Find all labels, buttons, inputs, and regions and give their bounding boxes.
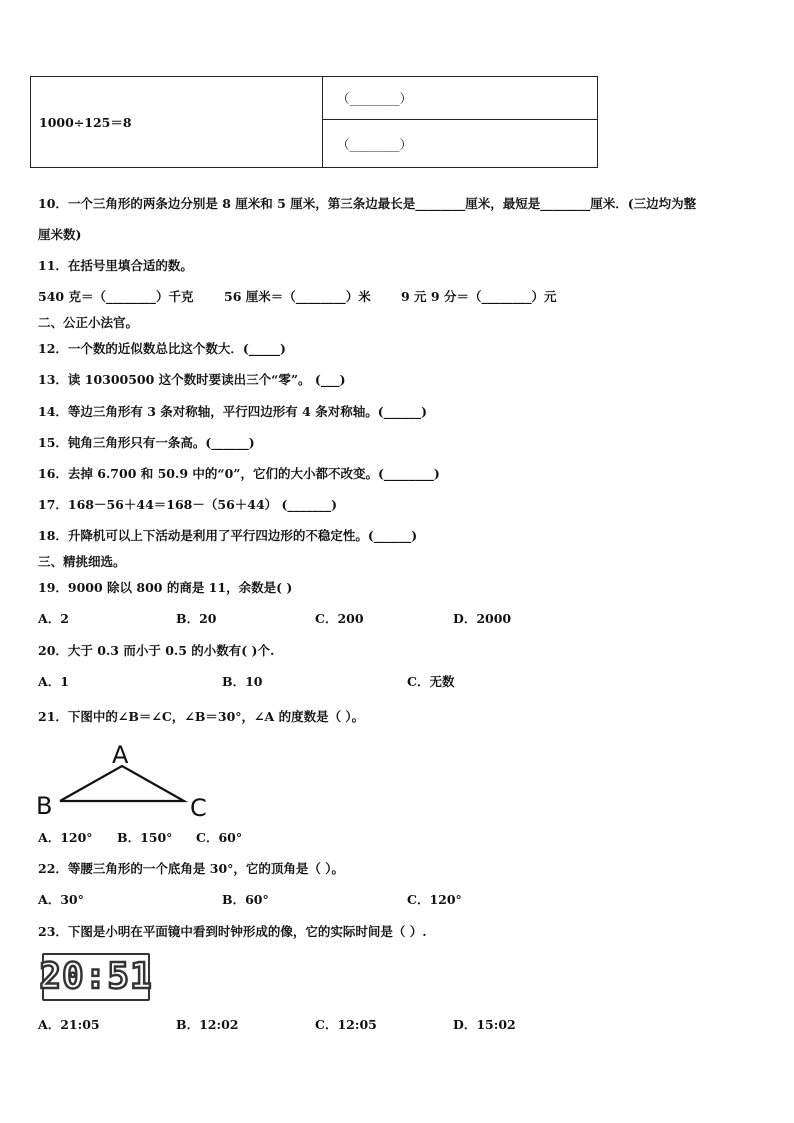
vertex-label-c: C [190,794,207,820]
q22-option-a[interactable]: A．30° [38,892,84,907]
section-2-heading: 二、公正小法官。 [38,315,139,330]
vertex-label-b: B [36,792,53,820]
question-14[interactable]: 14．等边三角形有 3 条对称轴，平行四边形有 4 条对称轴。(______) [38,404,428,419]
question-23: 23．下图是小明在平面镜中看到时钟形成的像，它的实际时间是（ ）. [38,924,427,939]
expression-cell [31,77,323,168]
section-3-heading: 三、精挑细选。 [38,554,126,569]
q21-option-b[interactable]: B．150° [117,830,173,845]
q22-option-c[interactable]: C．120° [407,892,462,907]
q23-option-c[interactable]: C．12:05 [315,1017,377,1032]
answer-cell-2[interactable] [323,120,598,168]
answer-cell-1[interactable] [323,77,598,120]
question-11-item-3[interactable]: 9 元 9 分＝（________）元 [401,289,557,304]
q23-option-a[interactable]: A．21:05 [38,1017,100,1032]
triangle-shape [60,766,184,801]
answer-blank-1[interactable]: （________） [337,91,413,106]
question-13[interactable]: 13．读 10300500 这个数时要读出三个“零”。 (___) [38,372,346,387]
answer-table [30,76,598,168]
q20-option-b[interactable]: B．10 [222,674,263,689]
vertex-label-a: A [112,741,129,769]
q23-option-b[interactable]: B．12:02 [176,1017,239,1032]
answer-blank-2[interactable]: （________） [337,136,413,152]
q19-option-d[interactable]: D．2000 [453,611,512,626]
question-21: 21．下图中的∠B＝∠C，∠B＝30°，∠A 的度数是（ ）。 [38,709,365,724]
clock-display-text: 20:51 [39,956,153,997]
question-18[interactable]: 18．升降机可以上下活动是利用了平行四边形的不稳定性。(______) [38,528,418,543]
question-12[interactable]: 12．一个数的近似数总比这个数大．(_____) [38,341,286,356]
question-22: 22．等腰三角形的一个底角是 30°，它的顶角是（ ）。 [38,861,344,876]
q20-option-c[interactable]: C．无数 [407,674,455,689]
q22-option-b[interactable]: B．60° [222,892,269,907]
question-15[interactable]: 15．钝角三角形只有一条高。(______) [38,435,255,450]
question-11-item-1[interactable]: 540 克＝（________）千克 [38,289,194,304]
question-11: 11．在括号里填合适的数。 [38,258,193,273]
question-20: 20．大于 0.3 而小于 0.5 的小数有( )个. [38,643,275,658]
q21-option-a[interactable]: A．120° [38,830,93,845]
question-19: 19．9000 除以 800 的商是 11，余数是( ) [38,580,293,595]
expression-text: 1000÷125＝8 [39,115,132,130]
q19-option-b[interactable]: B．20 [176,611,217,626]
q23-option-d[interactable]: D．15:02 [453,1017,516,1032]
q19-option-a[interactable]: A．2 [38,611,69,626]
triangle-figure [30,738,220,820]
question-17[interactable]: 17．168－56＋44＝168－（56＋44） (_______) [38,497,338,512]
q21-option-c[interactable]: C．60° [196,830,243,845]
q20-option-a[interactable]: A．1 [38,674,69,689]
question-16[interactable]: 16．去掉 6.700 和 50.9 中的“0”，它们的大小都不改变。(________) [38,466,440,481]
question-10-line1: 10．一个三角形的两条边分别是 8 厘米和 5 厘米，第三条边最长是________厘米，最短是________厘米．(三边均为整 [38,196,697,211]
question-10-line2: 厘米数) [38,227,82,242]
question-11-item-2[interactable]: 56 厘米＝（________）米 [224,289,371,304]
q19-option-c[interactable]: C．200 [315,611,364,626]
digital-clock-image [39,953,153,1001]
